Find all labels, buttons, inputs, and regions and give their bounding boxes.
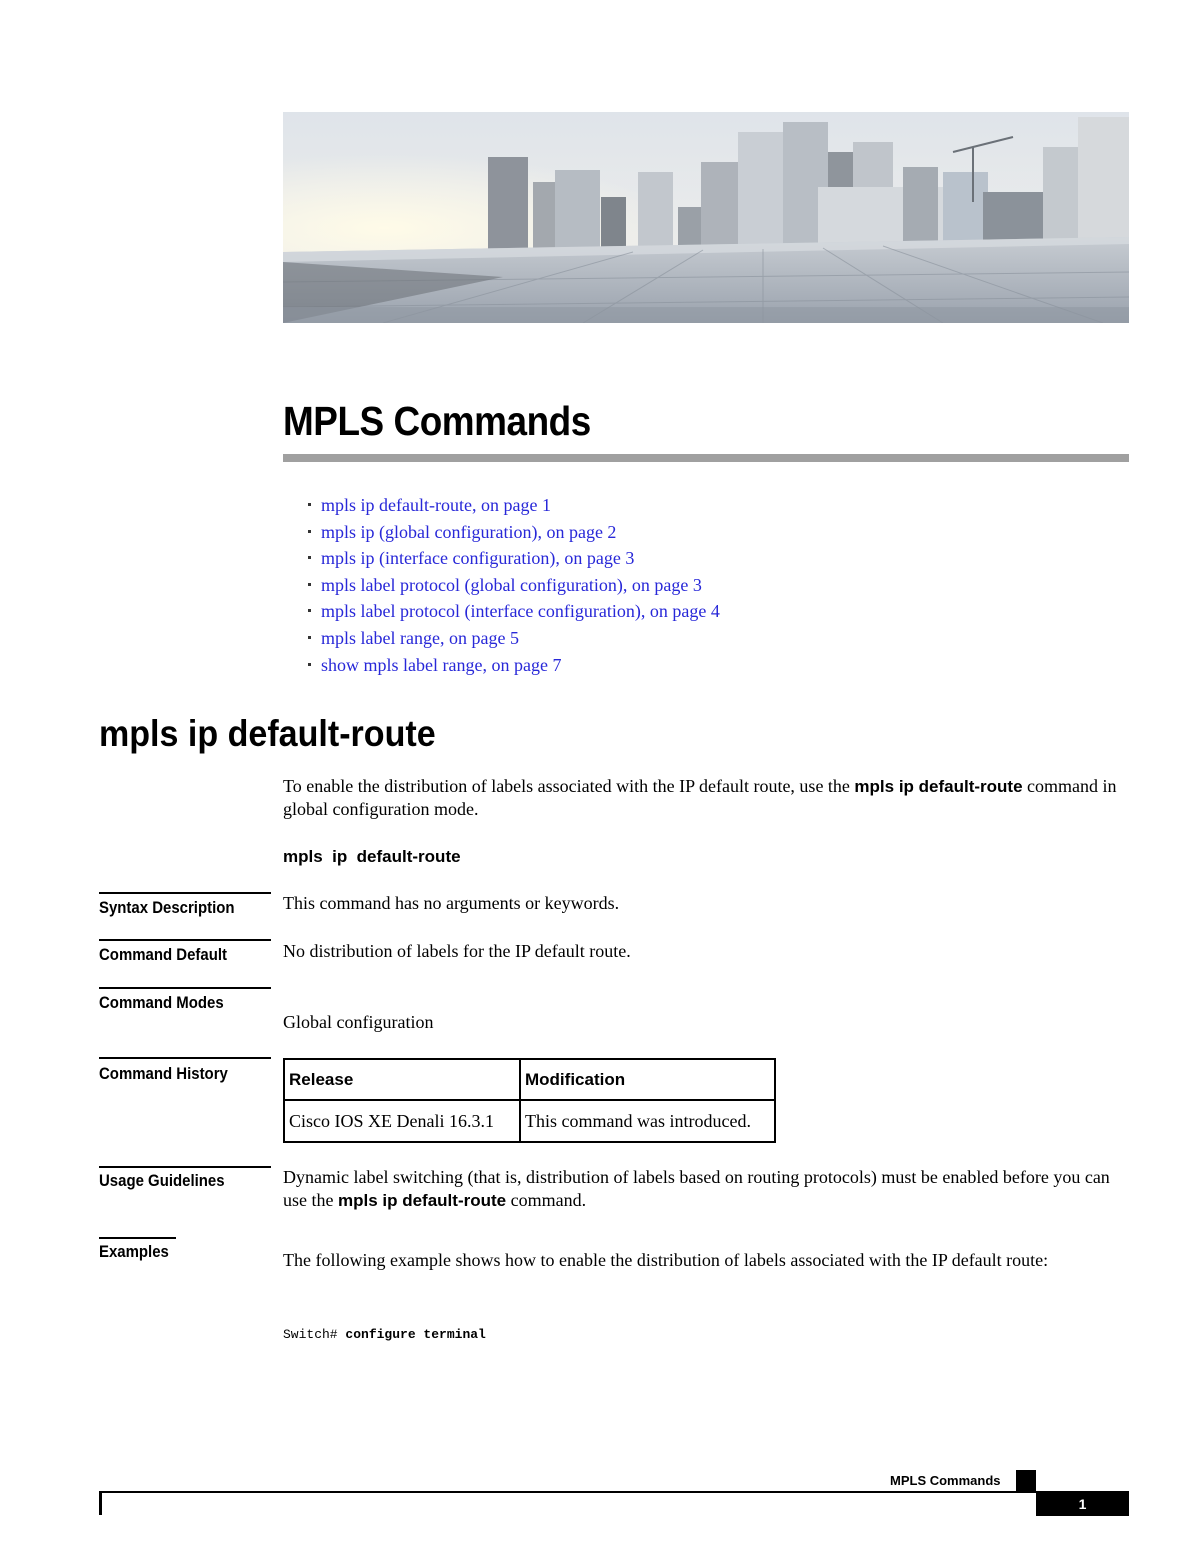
command-modes-rule bbox=[99, 987, 271, 989]
chapter-title: MPLS Commands bbox=[283, 398, 591, 444]
usage-text-before: Dynamic label switching (that is, distribution of labels based on routing protocols) must be enabled before you can use the bbox=[283, 1167, 1110, 1210]
chapter-toc bbox=[308, 492, 720, 678]
usage-guidelines-text bbox=[283, 1166, 1133, 1212]
toc-link[interactable]: show mpls label range, on page 7 bbox=[308, 652, 720, 679]
example-code bbox=[283, 1327, 486, 1342]
command-default-rule bbox=[99, 939, 271, 941]
table-cell-modification: This command was introduced. bbox=[520, 1100, 775, 1142]
examples-label: Examples bbox=[99, 1242, 169, 1261]
table-header-row bbox=[284, 1059, 775, 1100]
toc-link[interactable]: mpls label protocol (interface configuration), on page 4 bbox=[308, 598, 720, 625]
usage-guidelines-label: Usage Guidelines bbox=[99, 1171, 225, 1190]
header-banner-image bbox=[283, 112, 1129, 323]
usage-command: mpls ip default-route bbox=[337, 1191, 507, 1210]
footer-tick bbox=[99, 1491, 102, 1515]
command-default-text: No distribution of labels for the IP default route. bbox=[283, 941, 631, 961]
command-history-rule bbox=[99, 1057, 271, 1059]
footer-rule bbox=[99, 1491, 1129, 1493]
examples-rule bbox=[99, 1237, 176, 1239]
table-row bbox=[284, 1100, 775, 1142]
intro-text-before: To enable the distribution of labels associated with the IP default route, use the bbox=[283, 776, 855, 796]
example-prompt: Switch# bbox=[283, 1327, 346, 1342]
intro-text-after: command in global configuration mode. bbox=[283, 776, 1117, 819]
usage-text-after: command. bbox=[506, 1190, 587, 1210]
syntax-description-label: Syntax Description bbox=[99, 898, 235, 917]
toc-link[interactable]: mpls label protocol (global configuration), on page 3 bbox=[308, 572, 720, 599]
footer-block bbox=[1016, 1470, 1036, 1492]
table-header-release: Release bbox=[284, 1059, 520, 1100]
page-number: 1 bbox=[1036, 1492, 1129, 1516]
toc-link[interactable]: mpls ip default-route, on page 1 bbox=[308, 492, 720, 519]
example-command: configure terminal bbox=[345, 1327, 486, 1342]
syntax-description-rule bbox=[99, 892, 271, 894]
command-history-label: Command History bbox=[99, 1064, 228, 1083]
command-syntax: mpls ip default-route bbox=[283, 847, 461, 866]
footer-title: MPLS Commands bbox=[890, 1473, 1001, 1488]
command-modes-text: Global configuration bbox=[283, 1012, 434, 1032]
toc-link[interactable]: mpls label range, on page 5 bbox=[308, 625, 720, 652]
toc-link[interactable]: mpls ip (global configuration), on page 2 bbox=[308, 519, 720, 546]
toc-link[interactable]: mpls ip (interface configuration), on page 3 bbox=[308, 545, 720, 572]
section-title: mpls ip default-route bbox=[99, 713, 436, 754]
table-cell-release: Cisco IOS XE Denali 16.3.1 bbox=[284, 1100, 520, 1142]
command-history-table bbox=[283, 1058, 776, 1143]
syntax-description-text: This command has no arguments or keywords. bbox=[283, 893, 620, 913]
command-modes-label: Command Modes bbox=[99, 993, 224, 1012]
chapter-title-rule bbox=[283, 454, 1129, 462]
examples-text: The following example shows how to enable the distribution of labels associated with the IP default route: bbox=[283, 1250, 1049, 1270]
table-header-modification: Modification bbox=[520, 1059, 775, 1100]
intro-command: mpls ip default-route bbox=[854, 777, 1023, 796]
command-default-label: Command Default bbox=[99, 945, 228, 964]
section-intro bbox=[283, 775, 1133, 821]
usage-guidelines-rule bbox=[99, 1166, 271, 1168]
cityscape-illustration bbox=[283, 112, 1129, 323]
